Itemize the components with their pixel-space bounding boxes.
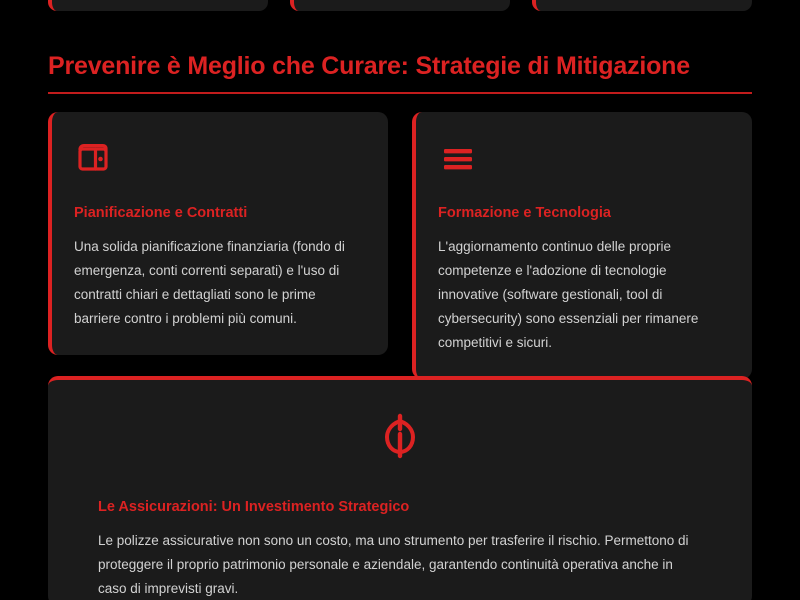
partial-card[interactable]: [532, 0, 752, 11]
top-partial-card-strip: [48, 0, 752, 11]
highlight-card-assicurazioni[interactable]: [48, 376, 752, 600]
partial-card[interactable]: [290, 0, 510, 11]
feature-card-pianificazione[interactable]: [48, 112, 388, 355]
feature-card-body: Una solida pianificazione finanziaria (fondo di emergenza, conti correnti separati) e l'uso di contratti chiari e dettagliati sono le prime barriere contro i problemi più comuni.: [74, 239, 345, 326]
section-header: [48, 50, 752, 94]
highlight-card-title: Le Assicurazioni: Un Investimento Strategico: [98, 499, 410, 515]
feature-card-row: [48, 112, 752, 379]
wallet-icon: [74, 138, 114, 178]
feature-card-body: L'aggiornamento continuo delle proprie competenze e l'adozione di tecnologie innovative (software gestionali, tool di cybersecurity) sono essenziali per rimanere competitivi e sicuri.: [438, 239, 699, 350]
feature-card-title: Pianificazione e Contratti: [74, 205, 248, 221]
feature-card-title: Formazione e Tecnologia: [438, 205, 611, 221]
page-title: Prevenire è Meglio che Curare: Strategie di Mitigazione: [48, 52, 690, 80]
title-underline-rule: [48, 92, 752, 94]
menu-lines-icon: [438, 138, 478, 178]
feature-card-formazione[interactable]: [412, 112, 752, 379]
highlight-card-body: Le polizze assicurative non sono un costo, ma uno strumento per trasferire il rischio. Permettono di proteggere il proprio patrimonio personale e aziendale, garantendo continuità operativa anche in caso di imprevisti gravi.: [98, 533, 689, 596]
umbrella-shield-icon: [379, 412, 421, 460]
partial-card[interactable]: [48, 0, 268, 11]
highlight-card-icon-wrap: [98, 412, 702, 460]
